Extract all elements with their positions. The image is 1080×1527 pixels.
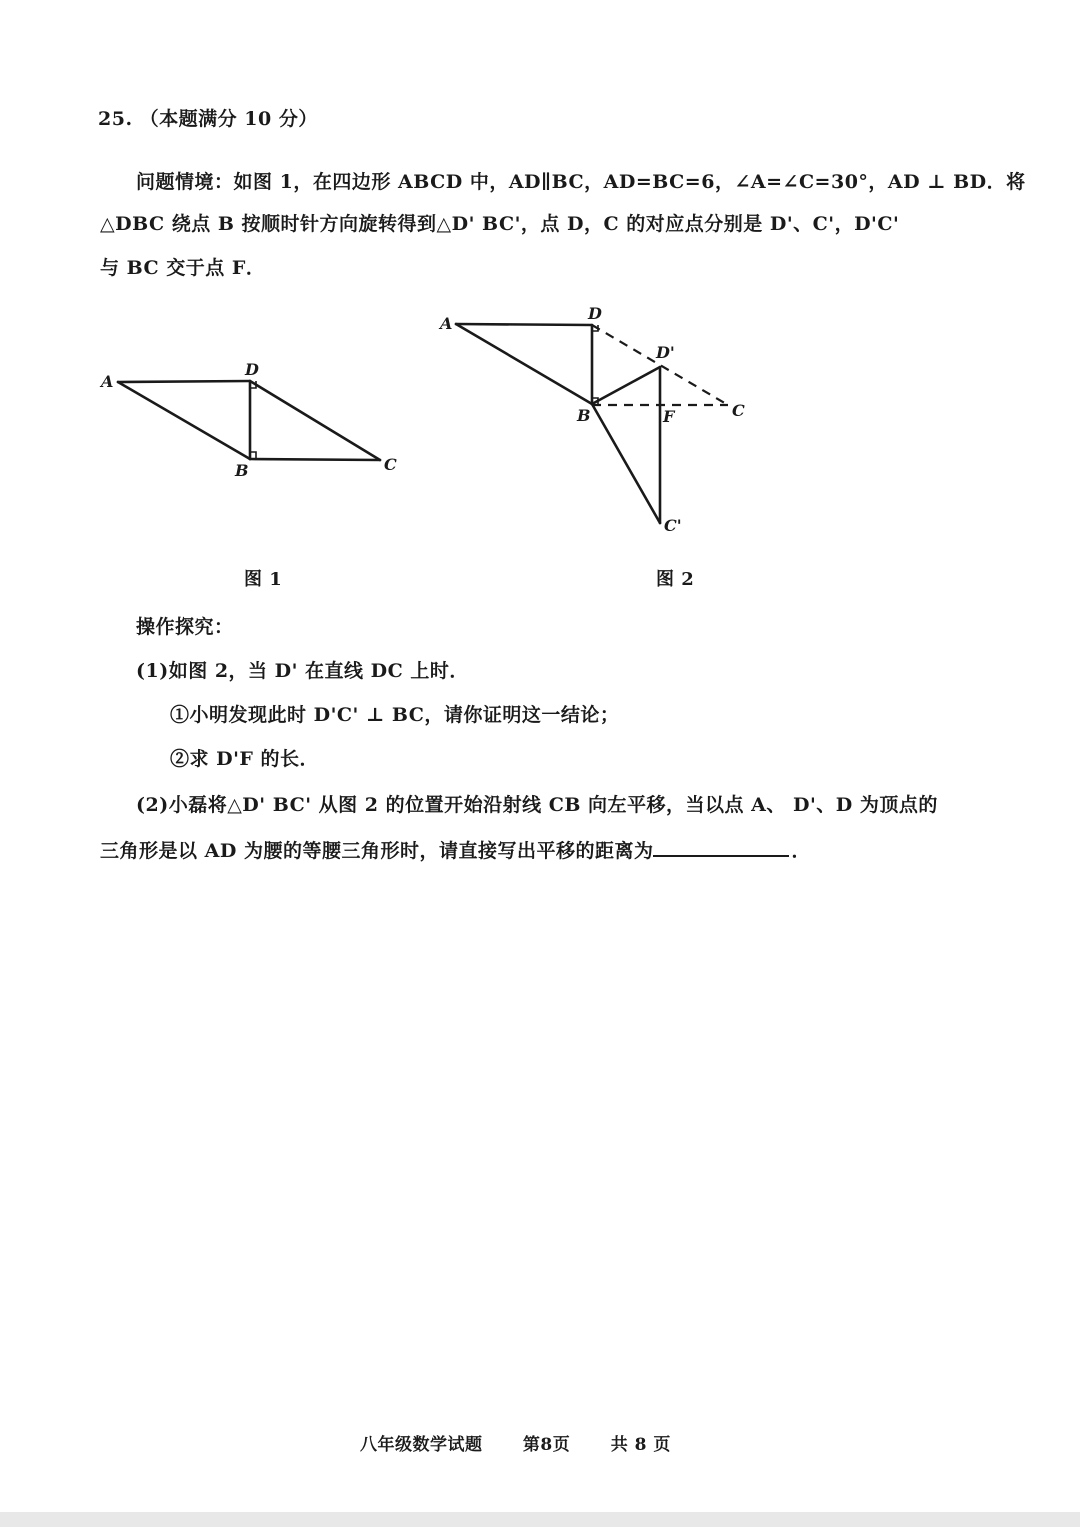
- figure-2-caption: 图 2: [656, 569, 695, 590]
- fig2-label-A: A: [440, 314, 453, 333]
- fig2-segment-AB: [456, 324, 592, 404]
- footer-subject: 八年级数学试题: [360, 1435, 483, 1455]
- question-1-part-b: ②求 D'F 的长．: [170, 748, 320, 770]
- answer-blank[interactable]: [653, 837, 789, 857]
- footer-total: 共 8 页: [610, 1435, 671, 1455]
- fig2-label-Dprime: D': [656, 343, 675, 362]
- footer-page: 第8页: [522, 1435, 571, 1455]
- fig2-label-F: F: [663, 407, 675, 426]
- question-2-end: ．: [791, 840, 811, 862]
- question-2-line-2: [100, 836, 811, 863]
- problem-header: 25. （本题满分 10 分）: [98, 108, 318, 130]
- question-2-line-1: (2)小磊将△D' BC' 从图 2 的位置开始沿射线 CB 向左平移，当以点 A、 D'、D 为顶点的: [136, 794, 938, 816]
- fig2-label-D: D: [588, 304, 602, 323]
- question-1: (1)如图 2，当 D' 在直线 DC 上时．: [136, 660, 469, 682]
- fig1-label-D: D: [245, 360, 259, 379]
- question-1-part-a: ①小明发现此时 D'C' ⊥ BC，请你证明这一结论；: [170, 704, 620, 726]
- figure-1-caption: 图 1: [244, 569, 283, 590]
- fig2-segment-BCprime: [592, 404, 660, 523]
- fig2-label-Cprime: C': [664, 516, 682, 535]
- intro-line-2: △DBC 绕点 B 按顺时针方向旋转得到△D' BC'，点 D，C 的对应点分别是 D'、C'，D'C': [100, 213, 900, 235]
- fig1-label-C: C: [384, 455, 397, 474]
- fig1-label-B: B: [235, 461, 249, 480]
- section-title: 操作探究：: [136, 616, 234, 638]
- scan-bottom-edge: [0, 1512, 1080, 1527]
- fig1-label-A: A: [101, 372, 114, 391]
- figure-2-diagram: [0, 0, 1080, 600]
- intro-line-3: 与 BC 交于点 F．: [100, 257, 266, 279]
- question-2-text: 三角形是以 AD 为腰的等腰三角形时，请直接写出平移的距离为: [100, 840, 654, 862]
- fig2-label-C: C: [732, 401, 745, 420]
- intro-line-1: 问题情境：如图 1，在四边形 ABCD 中，AD∥BC，AD=BC=6，∠A=∠C=30°，AD ⊥ BD．将: [136, 171, 1026, 193]
- fig2-label-B: B: [577, 406, 591, 425]
- fig2-segment-AD: [456, 324, 592, 325]
- page-footer: [360, 1430, 671, 1455]
- fig2-segment-BDprime: [592, 367, 660, 404]
